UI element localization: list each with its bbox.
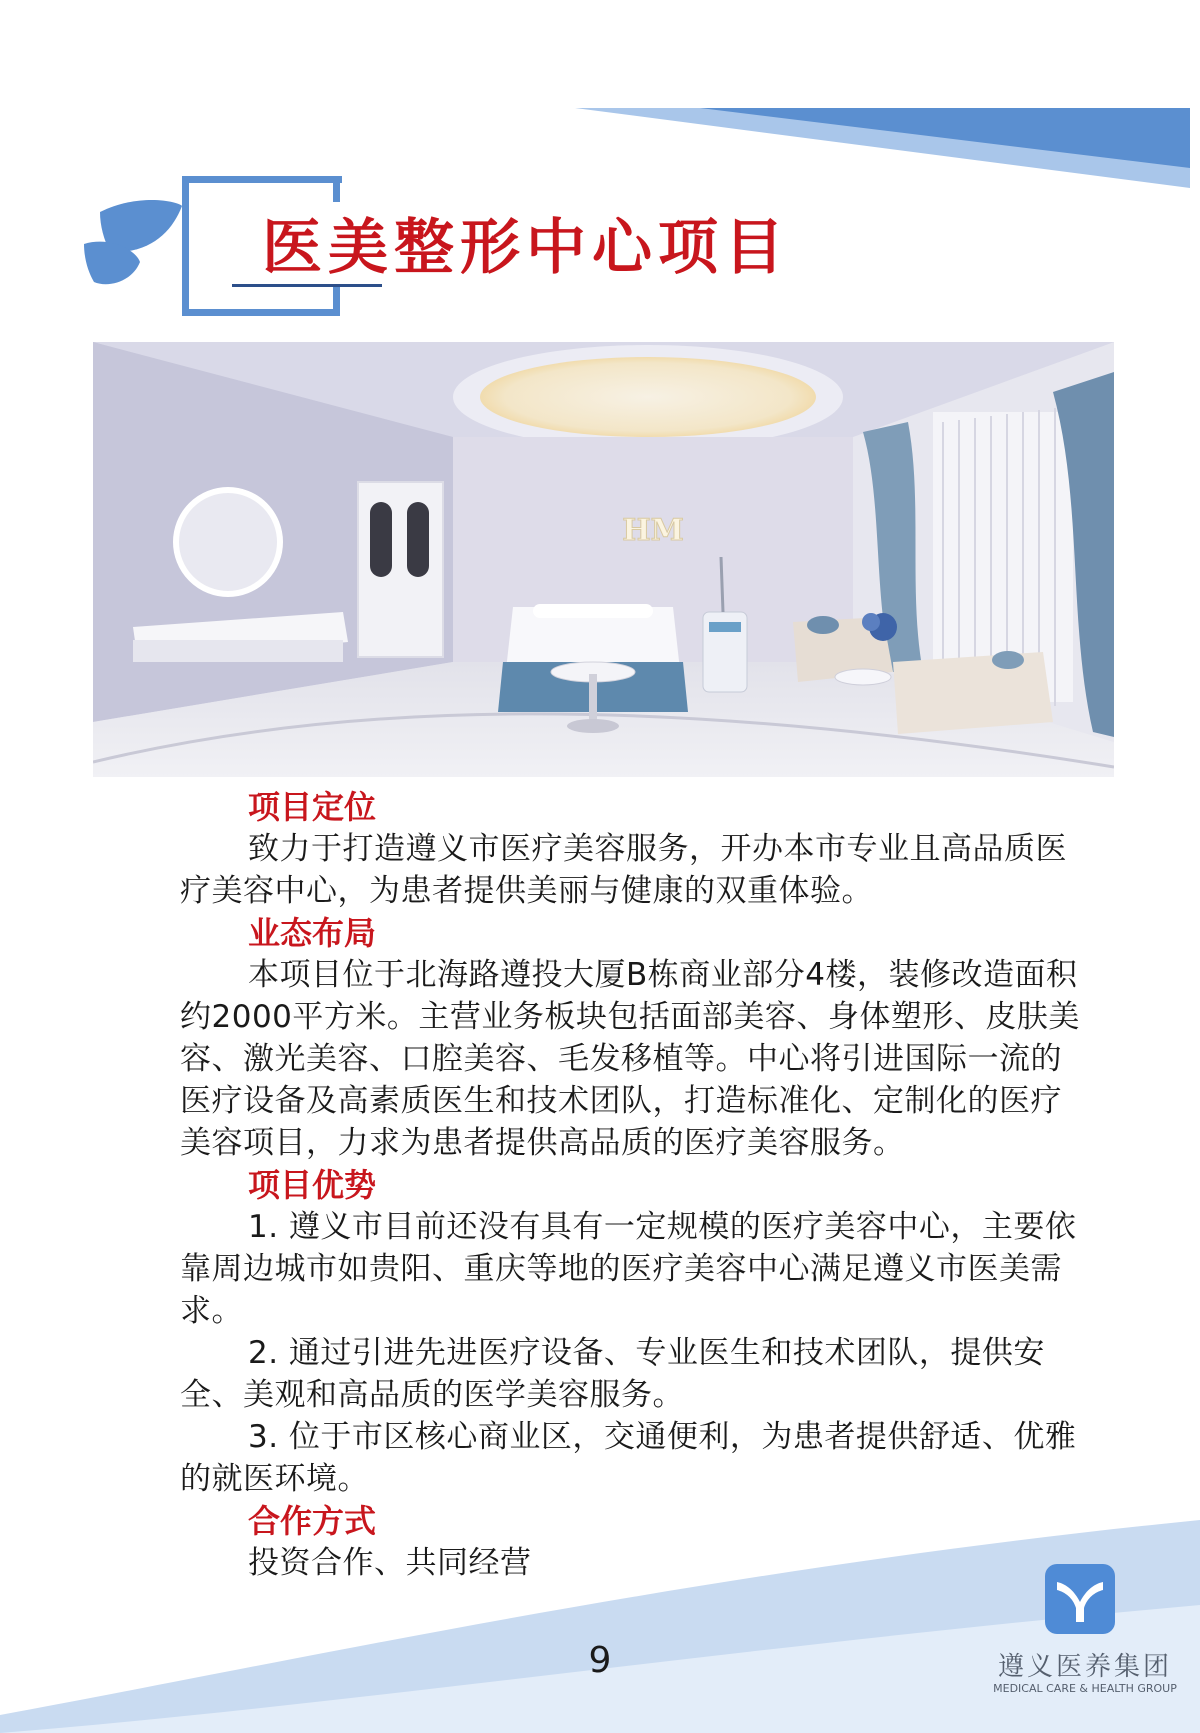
- section-paragraph: 投资合作、共同经营: [248, 1545, 532, 1581]
- title-frame-right-top: [333, 176, 340, 202]
- title-frame-right-bottom: [333, 284, 340, 316]
- top-decorative-stripe: [0, 0, 1200, 200]
- content-body: [180, 786, 1080, 1584]
- treatment-room-photo: [93, 342, 1114, 777]
- section-heading-positioning: 项目定位: [248, 788, 377, 826]
- section-paragraph: 致力于打造遵义市医疗美容服务，开办本市专业且高品质医疗美容中心，为患者提供美丽与健康的双重体验。: [180, 831, 1067, 909]
- page-title: 医美整形中心项目: [262, 213, 790, 283]
- photo-sign-text: HM: [622, 513, 684, 548]
- section-paragraph: 本项目位于北海路遵投大厦B栋商业部分4楼，装修改造面积约2000平方米。主营业务板块包括面部美容、身体塑形、皮肤美容、激光美容、口腔美容、毛发移植等。中心将引进国际一流的医疗设备及高素质医生和技术团队，打造标准化、定制化的医疗美容项目，力求为患者提供高品质的医疗美容服务。: [180, 957, 1080, 1161]
- title-frame-top: [182, 176, 342, 183]
- section-heading-cooperation: 合作方式: [248, 1502, 377, 1540]
- section-heading-advantages: 项目优势: [248, 1166, 377, 1204]
- bottom-decorative-wave: [0, 1480, 1200, 1733]
- section-heading-layout: 业态布局: [248, 914, 377, 952]
- brand-name: 遵义医养集团: [997, 1652, 1172, 1682]
- page-number: 9: [588, 1640, 612, 1681]
- section-paragraph: 3. 位于市区核心商业区，交通便利，为患者提供舒适、优雅的就医环境。: [180, 1419, 1077, 1497]
- title-frame-bottom: [182, 309, 340, 316]
- section-paragraph: 1. 遵义市目前还没有具有一定规模的医疗美容中心，主要依靠周边城市如贵阳、重庆等地的医疗美容中心满足遵义市医美需求。: [180, 1209, 1077, 1329]
- title-underline: [232, 284, 382, 287]
- leaf-logo-icon: [80, 192, 192, 292]
- brand-subtitle: MEDICAL CARE & HEALTH GROUP: [993, 1682, 1177, 1695]
- section-paragraph: 2. 通过引进先进医疗设备、专业医生和技术团队，提供安全、美观和高品质的医学美容服务。: [180, 1335, 1045, 1413]
- brand-logo-icon: [1045, 1564, 1115, 1634]
- title-frame-left: [182, 176, 189, 316]
